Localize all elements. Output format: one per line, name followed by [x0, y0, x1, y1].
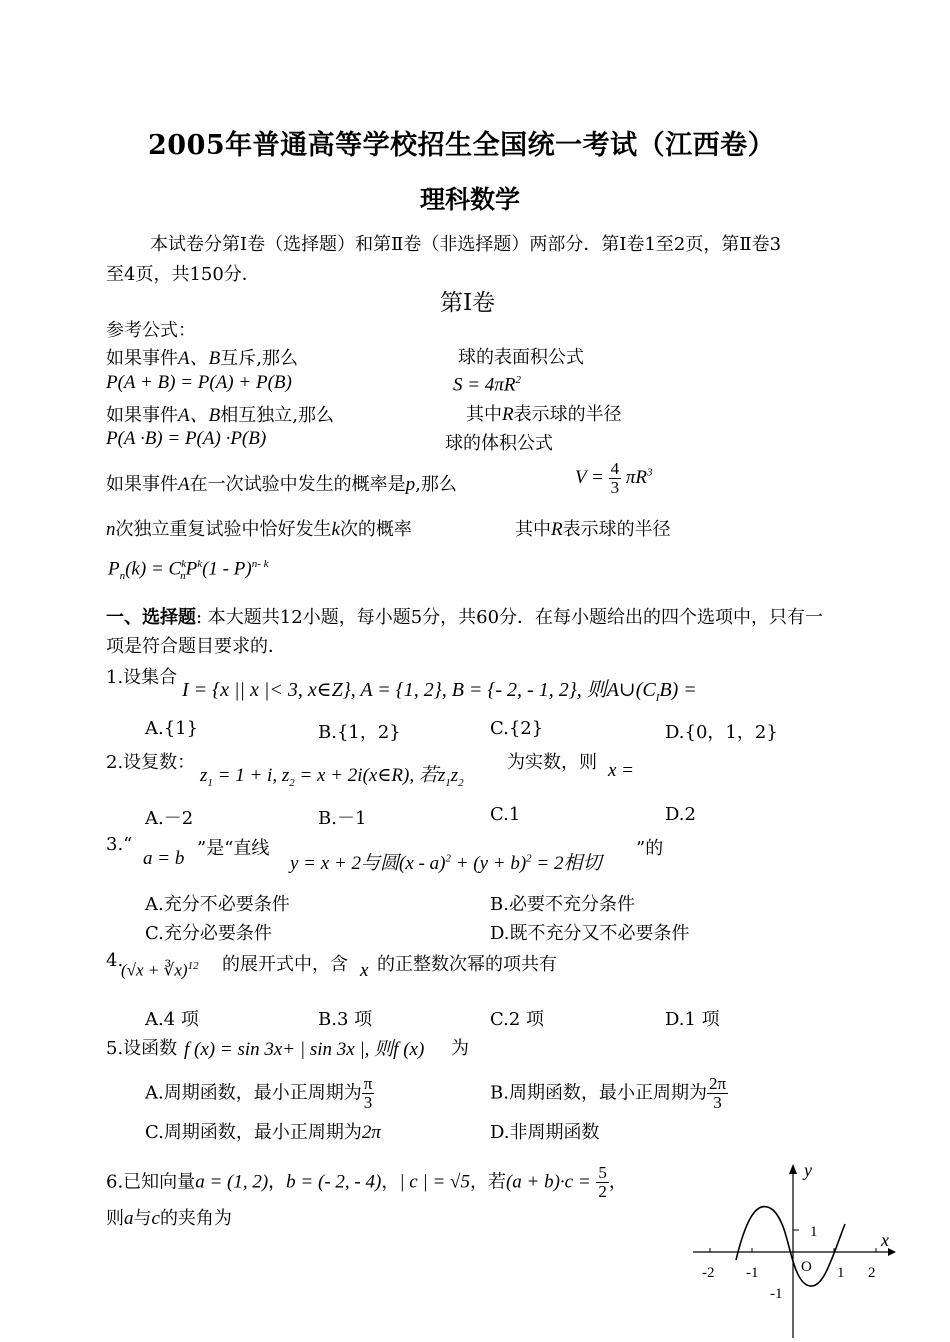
math: k	[331, 519, 340, 540]
sup: 2	[445, 852, 451, 865]
section-1-line-1	[106, 603, 823, 629]
text: 如果事件	[106, 474, 178, 495]
q5-end: 为	[451, 1038, 469, 1059]
y-axis-label: y	[804, 1160, 812, 1180]
q3-line-circle	[290, 848, 602, 875]
text: ，	[268, 1171, 287, 1193]
math: R	[551, 519, 563, 540]
q2-option-b: B.－1	[318, 808, 367, 829]
math: c	[151, 1208, 160, 1229]
sup: 2	[526, 852, 532, 865]
math: A、B	[178, 405, 221, 426]
math: (k) = C	[125, 558, 182, 580]
section-1-line-2: 项是符合题目要求的．	[106, 636, 286, 657]
q4-mid: 的展开式中，含	[222, 954, 348, 975]
denominator: 3	[363, 1093, 373, 1112]
part-heading: 第Ⅰ卷	[440, 290, 496, 316]
q1-option-c: C.{2}	[490, 718, 544, 739]
text: 在一次试验中发生的概率是	[189, 474, 406, 495]
x-axis-arrow	[888, 1248, 896, 1256]
q5-math: f (x) = sin 3x+ | sin 3x |, 则f (x)	[184, 1039, 425, 1060]
numerator: 5	[598, 1163, 607, 1182]
q3-option-a: A.充分不必要条件	[145, 894, 290, 915]
math: = 2相切	[531, 853, 602, 874]
q5-option-b	[490, 1075, 728, 1112]
q6-line-2	[106, 1204, 232, 1230]
formula-sphere-volume-label: 球的体积公式	[445, 433, 553, 454]
sub: n	[119, 570, 126, 583]
numerator: π	[363, 1074, 373, 1093]
q2-stem: 2.设复数：	[106, 752, 196, 773]
math: (1 - P)	[202, 558, 252, 580]
sub: 2	[458, 776, 464, 789]
tick-label-neg1: -1	[746, 1265, 759, 1281]
q4-option-c: C.2 项	[490, 1009, 545, 1030]
fraction	[609, 460, 622, 497]
sup: 2	[515, 374, 521, 386]
math: | c | = √5	[399, 1171, 470, 1193]
text: 其中	[515, 519, 551, 540]
math: P	[185, 558, 198, 580]
paper-subtitle: 理科数学	[420, 185, 521, 214]
q3-option-d: D.既不充分又不必要条件	[490, 923, 690, 944]
sup: 12	[187, 960, 199, 972]
q5-option-d: D.非周期函数	[490, 1122, 600, 1143]
math: = 1 + i, z	[212, 765, 290, 786]
math: B) =	[659, 679, 697, 701]
sub: n	[180, 570, 186, 583]
formula-binomial	[108, 558, 268, 582]
math: = x + 2i(x∈R), 若z	[294, 765, 446, 786]
q4-math	[121, 960, 199, 981]
math: 2π	[361, 1122, 381, 1143]
text: 如果事件	[106, 405, 178, 426]
math: πR	[625, 466, 647, 488]
text: ,那么	[415, 474, 457, 495]
formula-line-5	[106, 470, 457, 496]
text: 次独立重复试验中恰好发生	[115, 519, 332, 540]
text: C.周期函数，最小正周期为	[145, 1122, 362, 1143]
sub: I	[655, 692, 660, 704]
section-heading: 一、选择题	[106, 607, 196, 628]
text: 表示球的半径	[562, 519, 671, 540]
q3-mid: ”是“直线	[197, 838, 270, 859]
q5-option-a	[145, 1075, 374, 1112]
denominator: 3	[610, 478, 620, 497]
numerator: 2π	[708, 1074, 727, 1093]
q4-x: x	[360, 960, 369, 981]
math: n	[106, 519, 116, 540]
text: ，	[608, 1171, 627, 1193]
q2-x: x =	[608, 760, 635, 781]
text: 其中	[466, 404, 502, 425]
formula-radius-note-1	[466, 400, 622, 426]
denominator: 2	[598, 1182, 607, 1201]
y-axis-arrow	[789, 1164, 797, 1174]
numerator: 4	[610, 459, 620, 478]
math: R	[502, 404, 514, 425]
sub: 1	[445, 776, 451, 789]
text: A.周期函数，最小正周期为	[145, 1082, 362, 1104]
sup: k	[197, 558, 203, 570]
formula-sphere-area-label: 球的表面积公式	[458, 347, 584, 368]
formula-radius-note-2	[515, 515, 671, 541]
q4-stem: 4.	[106, 950, 124, 971]
sup: n- k	[251, 558, 269, 570]
tick-label-neg2: -2	[702, 1265, 715, 1281]
math: I = {x || x |< 3, x∈Z}, A = {1, 2}, B = {- 2, - 1, 2}, 则A∪(C	[182, 679, 656, 701]
sub: 1	[207, 776, 213, 789]
sub: 2	[289, 776, 295, 789]
tick-label-y-neg: -1	[770, 1286, 783, 1302]
text: 则	[106, 1208, 124, 1229]
text: 6.已知向量	[106, 1171, 196, 1193]
q2-math	[200, 760, 464, 789]
q4-option-d: D.1 项	[665, 1009, 720, 1030]
tick-label-y-pos: 1	[810, 1224, 818, 1240]
x-axis-label: x	[881, 1230, 889, 1250]
text: B.周期函数，最小正周期为	[490, 1082, 707, 1104]
function-graph	[688, 1160, 898, 1340]
q1-stem: 1.设集合	[106, 667, 178, 688]
q4-end: 的正整数次幂的项共有	[377, 954, 557, 975]
fraction	[707, 1075, 728, 1112]
text: 互斥,那么	[220, 348, 298, 369]
text: 相互独立,那么	[220, 405, 334, 426]
formula-sphere-area	[453, 374, 521, 396]
math: z	[200, 765, 208, 786]
math: A、B	[178, 348, 221, 369]
formula-line-1	[106, 343, 298, 370]
denominator: 3	[713, 1093, 722, 1112]
q1-option-a: A.{1}	[145, 718, 199, 739]
math: V =	[575, 466, 604, 488]
intro-line-1: 本试卷分第Ⅰ卷（选择题）和第Ⅱ卷（非选择题）两部分．第Ⅰ卷1至2页，第Ⅱ卷3	[150, 234, 782, 255]
q1-option-b: B.{1，2}	[318, 722, 401, 743]
fraction	[596, 1164, 609, 1201]
tick-label-pos2: 2	[868, 1265, 876, 1281]
q3-option-b: B.必要不充分条件	[490, 894, 635, 915]
math: P	[108, 558, 120, 580]
text: : 本大题共12小题，每小题5分，共60分．在每小题给出的四个选项中，只有一	[196, 607, 824, 628]
math: + (y + b)	[450, 853, 527, 874]
q3-condition: a = b	[143, 848, 185, 869]
q2-option-c: C.1	[490, 804, 521, 825]
q5-stem: 5.设函数	[106, 1038, 178, 1059]
q3-option-c: C.充分必要条件	[145, 923, 272, 944]
tick-label-pos1: 1	[837, 1265, 845, 1281]
math: b = (- 2, - 4)	[286, 1171, 382, 1193]
math: a = (1, 2)	[195, 1171, 269, 1193]
formula-line-6	[106, 515, 412, 541]
q5-option-c	[145, 1118, 381, 1144]
formula-sphere-volume	[575, 460, 652, 497]
q3-end: ”的	[636, 838, 664, 859]
text: 表示球的半径	[513, 404, 622, 425]
q2-option-d: D.2	[665, 804, 696, 825]
q2-mid: 为实数，则	[507, 752, 597, 773]
fraction	[362, 1075, 375, 1112]
text: ，	[381, 1171, 400, 1193]
intro-line-2: 至4页，共150分．	[106, 264, 260, 285]
q1-option-d: D.{0，1，2}	[665, 722, 778, 743]
math: y = x + 2与圆(x - a)	[290, 853, 446, 874]
sup: k	[181, 558, 187, 570]
text: 次的概率	[339, 519, 412, 540]
math: a	[124, 1208, 134, 1229]
q6-line-1	[106, 1164, 627, 1201]
formula-exclusive: P(A + B) = P(A) + P(B)	[106, 372, 292, 393]
formula-heading: 参考公式：	[106, 320, 196, 341]
math: p	[405, 474, 416, 495]
text: 的夹角为	[159, 1208, 232, 1229]
paper-title: 2005年普通高等学校招生全国统一考试（江西卷）	[148, 130, 776, 161]
formula-line-3	[106, 400, 334, 427]
text: 与	[133, 1208, 152, 1229]
q1-math	[182, 673, 697, 704]
q3-stem: 3.“	[106, 834, 133, 855]
q4-option-b: B.3 项	[318, 1009, 373, 1030]
q2-option-a: A.－2	[145, 808, 194, 829]
math: (√x + ∛x)	[121, 960, 188, 980]
math: A	[178, 474, 190, 495]
math: (a + b)·c =	[505, 1171, 591, 1193]
text: 如果事件	[106, 348, 178, 369]
sup: 3	[646, 466, 653, 479]
math: z	[450, 765, 459, 786]
math: S = 4πR	[453, 374, 516, 396]
text: ，若	[469, 1171, 506, 1193]
formula-independent: P(A ·B) = P(A) ·P(B)	[106, 428, 267, 449]
q4-option-a: A.4 项	[145, 1009, 199, 1030]
origin-label: O	[801, 1259, 812, 1275]
